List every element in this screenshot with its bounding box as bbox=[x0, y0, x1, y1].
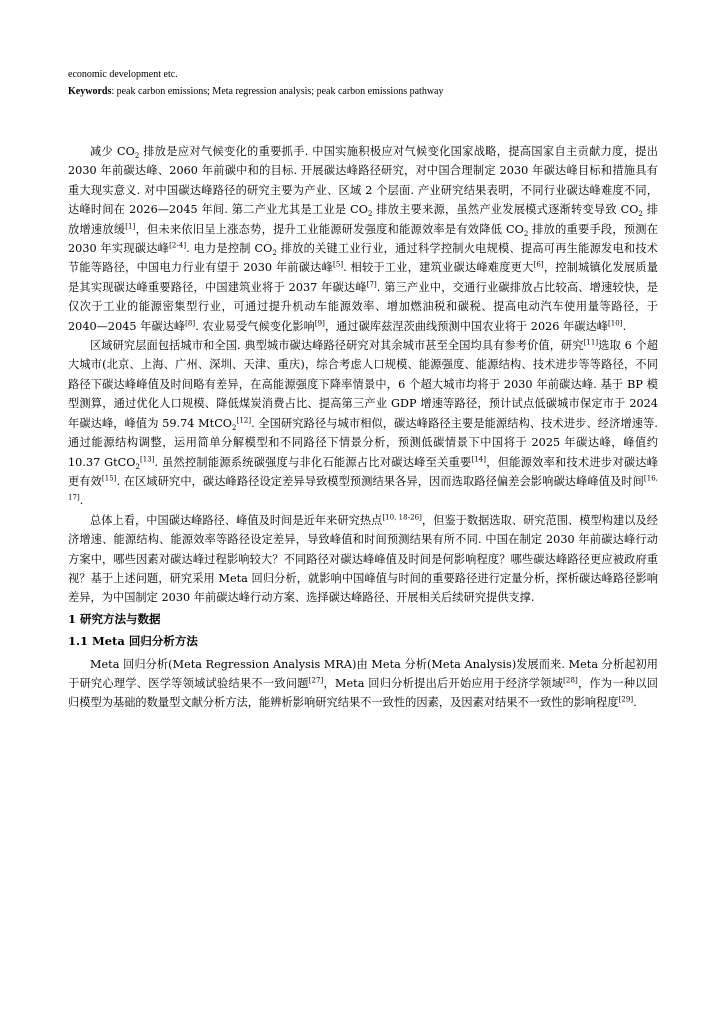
section-heading: 1 研究方法与数据 bbox=[68, 611, 161, 626]
text: 总体上看，中国碳达峰路径、峰值及时间是近年来研究热点 bbox=[90, 513, 383, 527]
text: . 全国研究路径与城市相似，碳达峰路径主要是能源结构、技术进步、经济增速等. 通过能源结构调整，运用简单分解模型和不同路径下情景分析，预测低碳情景下中国将于 2025 年碳达峰，峰值约 10.37 GtCO bbox=[68, 416, 658, 469]
paper-page bbox=[68, 64, 658, 713]
intro-paragraph-3 bbox=[68, 511, 658, 608]
citation: [9] bbox=[314, 318, 325, 327]
text: ，作为一种以回归模型为基础的数量型文献分析方法，能辨析影响研究结果不一致性的因素，及因素对结果不一致性的影响程度 bbox=[68, 676, 658, 710]
keywords-text: : peak carbon emissions; Meta regression analysis; peak carbon emissions pathway bbox=[111, 86, 444, 97]
citation: [16, 17] bbox=[68, 474, 658, 502]
method-paragraph bbox=[68, 655, 658, 713]
text: . 虽然控制能源系统碳强度与非化石能源占比对碳达峰至关重要 bbox=[154, 455, 472, 469]
intro-paragraph-1 bbox=[68, 142, 658, 336]
text: ，但能源效率和技术进步对碳达峰更有效 bbox=[68, 455, 658, 488]
subscript: 2 bbox=[523, 229, 529, 238]
subsection-heading: 1.1 Meta 回归分析方法 bbox=[68, 634, 198, 649]
text: . 在区域研究中，碳达峰路径设定差异导致模型预测结果各异，因而选取路径偏差会影响碳达峰峰值及时间 bbox=[116, 474, 644, 488]
text: ，Meta 回归分析提出后开始应用于经济学领域 bbox=[323, 676, 564, 690]
keywords-label: Keywords bbox=[68, 86, 112, 97]
text: Meta 回归分析(Meta Regression Analysis MRA)由 Meta 分析(Meta Analysis)发展而来. Meta 分析起初用于研究心理学、医学等领域试验结果不一致问题 bbox=[68, 657, 658, 690]
text: . 农业易受气候变化影响 bbox=[195, 319, 315, 333]
citation: [10] bbox=[608, 318, 623, 327]
subscript: 2 bbox=[232, 423, 237, 432]
text: . bbox=[79, 494, 84, 508]
citation: [27] bbox=[308, 676, 324, 685]
subscript: 2 bbox=[638, 210, 643, 219]
citation: [11] bbox=[583, 338, 599, 347]
text: 减少 CO bbox=[90, 145, 135, 158]
citation: [10, 18-26] bbox=[382, 512, 422, 521]
keywords-line bbox=[68, 85, 658, 99]
text: ，但未来依旧呈上涨态势，提升工业能源研发强度和能源效率是有效降低 CO bbox=[135, 222, 524, 236]
body-text bbox=[68, 142, 658, 713]
citation: [7] bbox=[366, 280, 377, 289]
text: ，通过碳库兹涅茨曲线预测中国农业将于 2026 年碳达峰 bbox=[324, 319, 609, 333]
intro-paragraph-2 bbox=[68, 336, 658, 511]
text: ，控制城镇化发展质量是其实现碳达峰重要路径，中国建筑业将于 2037 年碳达峰 bbox=[68, 261, 658, 294]
citation: [1] bbox=[125, 221, 136, 230]
text: . 相较于工业，建筑业碳达峰难度更大 bbox=[343, 261, 534, 275]
subscript: 2 bbox=[272, 249, 277, 258]
citation: [15] bbox=[101, 474, 117, 483]
text: . 电力是控制 CO bbox=[186, 242, 273, 256]
citation: [13] bbox=[140, 454, 155, 463]
citation: [28] bbox=[563, 676, 578, 685]
citation: [8] bbox=[185, 318, 196, 327]
text: 排放是应对气候变化的重要抓手. 中国实施积极应对气候变化国家战略，提高国家自主贡献力度，提出 2030 年前碳达峰、2060 年前碳中和的目标. 开展碳达峰路径研究，对中国合理制定 2030 年碳达峰目标和措施具有重大现实意义. 对中国碳达峰路径的研究主要为产业、区域 2 个层面. 产业研究结果表明，不同行业碳达峰难度不同，达峰时间在 2026—2045 年间. 第二产业尤其是工业是 CO bbox=[68, 145, 658, 217]
citation: [29] bbox=[618, 695, 634, 704]
citation: [5] bbox=[333, 260, 344, 269]
text: ，但鉴于数据选取、研究范围、模型构建以及经济增速、能源结构、能源效率等路径设定差异，导致峰值和时间预测结果有所不同. 中国在制定 2030 年前碳达峰行动方案中，哪些因素对碳达峰过程影响较大？不同路径对碳达峰峰值及时间是何影响程度？哪些碳达峰路径更应被政府重视？基于上述问题，研究采用 Meta 回归分析，就影响中国峰值与时间的重要路径进行定量分析，探析碳达峰路径影响差异，为中国制定 2030 年前碳达峰行动方案、选择碳达峰路径、开展相关后续研究提供支撑. bbox=[68, 513, 658, 605]
citation: [14] bbox=[471, 454, 487, 463]
text: 选取 6 个超大城市(北京、上海、广州、深圳、天津、重庆)，综合考虑人口规模、能源强度、能源结构、技术进步等等路径，不同路径下碳达峰峰值及时间略有差异，在高能源强度下降率情景中，6 个超大城市均将于 2030 年前碳达峰. 基于 BP 模型测算，通过优化人口规模、降低煤炭消费占比、提高第三产业 GDP 增速等路径，预计试点低碳城市保定市于 2024 年碳达峰，峰值为 59.74 MtCO bbox=[68, 339, 658, 430]
citation: [2-4] bbox=[169, 241, 187, 250]
text: . 第三产业中，交通行业碳排放占比较高、增速较快，是仅次于工业的能源密集型行业，可通过提升机动车能源效率、增加燃油税和碳税、提高电动汽车使用量等路径，于 2040—2045 年碳达峰 bbox=[68, 280, 658, 333]
abstract-tail: economic development etc. bbox=[68, 69, 178, 80]
text: 排放的关键工业行业，通过科学控制火电规模、提高可再生能源发电和技术节能等路径，中国电力行业有望于 2030 年前碳达峰 bbox=[68, 242, 659, 275]
subscript: 2 bbox=[134, 152, 140, 161]
text: 排放增速放缓 bbox=[68, 203, 658, 236]
text: . bbox=[622, 319, 627, 333]
text: . bbox=[633, 696, 637, 710]
text: 区域研究层面包括城市和全国. 典型城市碳达峰路径研究对其余城市甚至全国均具有参考价值，研究 bbox=[90, 339, 584, 353]
text: 排放主要来源，虽然产业发展模式逐渐转变导致 CO bbox=[372, 203, 639, 217]
text: 排放的重要手段，预测在 2030 年实现碳达峰 bbox=[68, 222, 658, 256]
citation: [6] bbox=[533, 260, 544, 269]
citation: [12] bbox=[236, 415, 252, 424]
subscript: 2 bbox=[367, 210, 373, 219]
subscript: 2 bbox=[135, 462, 140, 471]
